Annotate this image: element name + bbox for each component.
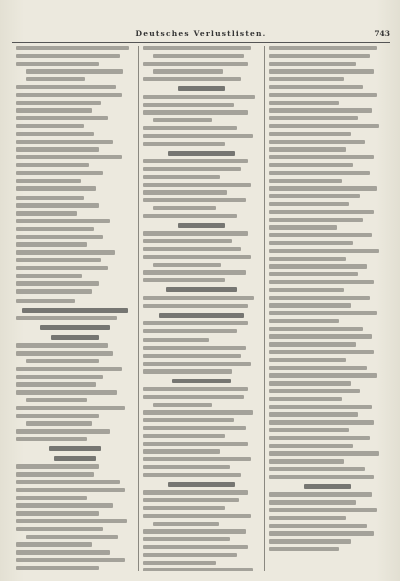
text-line xyxy=(143,561,216,565)
text-line xyxy=(269,327,363,331)
text-line xyxy=(143,270,246,274)
text-line xyxy=(16,375,103,379)
text-line xyxy=(168,482,236,487)
text-line xyxy=(269,397,342,401)
text-line xyxy=(269,405,372,409)
text-line xyxy=(16,511,99,515)
text-line xyxy=(153,69,223,73)
text-line xyxy=(269,54,370,58)
text-line xyxy=(143,103,234,107)
text-line xyxy=(16,46,129,50)
text-line xyxy=(269,296,370,300)
text-line xyxy=(143,46,251,50)
text-line xyxy=(153,403,212,407)
text-line xyxy=(16,266,108,270)
text-line xyxy=(26,359,99,363)
text-line xyxy=(269,539,351,543)
text-line xyxy=(16,85,116,89)
text-line xyxy=(16,527,103,531)
text-line xyxy=(269,257,346,261)
text-line xyxy=(269,459,344,463)
text-line xyxy=(269,272,358,276)
text-line xyxy=(269,436,370,440)
text-line xyxy=(16,219,110,223)
text-line xyxy=(143,255,251,259)
text-line xyxy=(143,198,246,202)
text-line xyxy=(16,542,92,546)
text-line xyxy=(269,373,377,377)
text-line xyxy=(153,206,216,210)
text-line xyxy=(16,250,115,254)
text-line xyxy=(16,140,113,144)
text-line xyxy=(143,529,246,533)
text-line xyxy=(153,263,221,267)
text-line xyxy=(143,387,248,391)
text-line xyxy=(153,522,219,526)
text-line xyxy=(16,367,122,371)
text-line xyxy=(143,159,248,163)
text-line xyxy=(269,451,379,455)
text-line xyxy=(51,335,98,340)
text-line xyxy=(304,484,351,489)
text-line xyxy=(143,321,248,325)
text-line xyxy=(269,85,363,89)
text-line xyxy=(269,116,358,120)
text-line xyxy=(16,124,84,128)
text-line xyxy=(269,492,372,496)
text-line xyxy=(143,418,234,422)
text-line xyxy=(269,155,374,159)
text-line xyxy=(269,77,344,81)
text-line xyxy=(26,77,85,81)
text-line xyxy=(143,369,232,373)
text-line xyxy=(16,289,92,293)
text-line xyxy=(16,196,84,200)
text-line xyxy=(26,398,87,402)
text-line xyxy=(269,350,374,354)
text-line xyxy=(143,62,248,66)
text-line xyxy=(143,296,254,300)
text-line xyxy=(143,473,241,477)
text-line xyxy=(16,108,92,112)
text-line xyxy=(40,325,111,330)
text-line xyxy=(16,116,108,120)
text-line xyxy=(54,456,95,461)
text-line xyxy=(143,442,248,446)
text-line xyxy=(26,421,92,425)
text-line xyxy=(172,379,231,384)
text-line xyxy=(269,186,377,190)
text-line xyxy=(143,553,237,557)
text-line xyxy=(269,334,372,338)
text-line xyxy=(269,233,372,237)
text-line xyxy=(269,163,353,167)
column-3 xyxy=(264,46,390,571)
text-line xyxy=(143,214,237,218)
text-line xyxy=(143,354,241,358)
text-line xyxy=(143,110,248,114)
text-line xyxy=(269,62,356,66)
text-line xyxy=(143,247,241,251)
text-line xyxy=(143,362,251,366)
text-line xyxy=(269,69,374,73)
text-line xyxy=(16,281,99,285)
text-line xyxy=(269,412,358,416)
text-line xyxy=(269,381,351,385)
text-line xyxy=(143,134,253,138)
text-line xyxy=(16,274,82,278)
text-line xyxy=(269,303,351,307)
text-line xyxy=(143,239,232,243)
text-line xyxy=(22,308,128,313)
text-line xyxy=(269,210,374,214)
text-line xyxy=(16,258,101,262)
text-line xyxy=(16,437,87,441)
text-line xyxy=(269,319,339,323)
text-line xyxy=(269,516,346,520)
text-line xyxy=(269,218,363,222)
text-line xyxy=(16,488,125,492)
text-line xyxy=(16,503,113,507)
text-line xyxy=(16,179,81,183)
text-line xyxy=(269,531,374,535)
text-line xyxy=(143,142,225,146)
text-line xyxy=(269,147,346,151)
text-line xyxy=(143,329,237,333)
text-line xyxy=(143,231,248,235)
text-line xyxy=(153,54,244,58)
text-line xyxy=(269,366,367,370)
text-line xyxy=(269,508,377,512)
text-line xyxy=(269,342,356,346)
text-line xyxy=(269,93,377,97)
text-line xyxy=(269,280,374,284)
text-line xyxy=(16,343,108,347)
text-line xyxy=(143,537,230,541)
text-line xyxy=(269,444,353,448)
text-line xyxy=(269,288,344,292)
text-line xyxy=(143,190,227,194)
text-line xyxy=(143,498,239,502)
text-line xyxy=(143,126,237,130)
text-line xyxy=(16,147,99,151)
text-line xyxy=(178,223,225,228)
text-line xyxy=(16,203,99,207)
text-line xyxy=(16,480,120,484)
text-line xyxy=(16,351,113,355)
text-line xyxy=(269,202,349,206)
text-line xyxy=(168,151,236,156)
text-line xyxy=(269,241,353,245)
running-head xyxy=(12,29,390,41)
text-line xyxy=(143,449,220,453)
text-line xyxy=(269,179,342,183)
text-line xyxy=(269,475,374,479)
text-line xyxy=(166,287,236,292)
text-line xyxy=(269,358,346,362)
text-line xyxy=(143,338,209,342)
text-line xyxy=(16,382,96,386)
text-line xyxy=(269,428,349,432)
text-line xyxy=(143,457,251,461)
text-line xyxy=(16,242,87,246)
text-line xyxy=(143,167,241,171)
text-line xyxy=(16,519,127,523)
text-line xyxy=(16,472,94,476)
text-columns xyxy=(12,46,390,571)
text-line xyxy=(269,124,379,128)
text-line xyxy=(16,429,110,433)
text-line xyxy=(269,194,360,198)
text-line xyxy=(49,446,101,451)
text-line xyxy=(16,390,117,394)
text-line xyxy=(269,140,365,144)
text-line xyxy=(269,101,339,105)
text-line xyxy=(143,346,246,350)
text-line xyxy=(153,118,212,122)
text-line xyxy=(16,171,103,175)
text-line xyxy=(143,95,255,99)
text-line xyxy=(269,264,367,268)
text-line xyxy=(269,249,379,253)
text-line xyxy=(16,235,103,239)
header-rule xyxy=(12,42,390,43)
text-line xyxy=(143,395,244,399)
text-line xyxy=(26,69,123,73)
running-title: Deutsches Verlustlisten. xyxy=(135,29,267,38)
text-line xyxy=(16,550,110,554)
text-line xyxy=(16,316,117,320)
text-line xyxy=(269,389,360,393)
text-line xyxy=(143,183,251,187)
text-line xyxy=(16,496,87,500)
text-line xyxy=(16,101,101,105)
column-2 xyxy=(138,46,264,571)
text-line xyxy=(143,426,246,430)
text-line xyxy=(178,86,225,91)
text-line xyxy=(143,568,253,571)
text-line xyxy=(159,313,243,318)
text-line xyxy=(269,225,337,229)
text-line xyxy=(269,500,356,504)
text-line xyxy=(269,524,367,528)
text-line xyxy=(16,558,125,562)
text-line xyxy=(269,547,339,551)
text-line xyxy=(269,171,370,175)
page-number: 743 xyxy=(374,29,390,38)
text-line xyxy=(143,545,248,549)
text-line xyxy=(143,465,230,469)
text-line xyxy=(16,211,77,215)
text-line xyxy=(16,227,94,231)
text-line xyxy=(16,93,122,97)
text-line xyxy=(16,414,99,418)
text-line xyxy=(16,186,96,190)
text-line xyxy=(143,410,253,414)
text-line xyxy=(269,132,351,136)
column-1 xyxy=(12,46,138,571)
text-line xyxy=(16,464,99,468)
text-line xyxy=(16,406,125,410)
text-line xyxy=(143,514,251,518)
text-line xyxy=(269,311,377,315)
text-line xyxy=(143,434,225,438)
text-line xyxy=(16,132,94,136)
text-line xyxy=(16,299,75,303)
text-line xyxy=(26,535,118,539)
text-line xyxy=(143,77,241,81)
text-line xyxy=(143,506,225,510)
text-line xyxy=(143,304,248,308)
text-line xyxy=(16,155,122,159)
text-line xyxy=(269,46,377,50)
text-line xyxy=(143,490,248,494)
text-line xyxy=(16,54,120,58)
text-line xyxy=(143,278,225,282)
text-line xyxy=(269,467,365,471)
text-line xyxy=(143,175,220,179)
text-line xyxy=(269,420,374,424)
text-line xyxy=(16,62,99,66)
text-line xyxy=(269,108,372,112)
text-line xyxy=(16,566,99,570)
text-line xyxy=(16,163,89,167)
